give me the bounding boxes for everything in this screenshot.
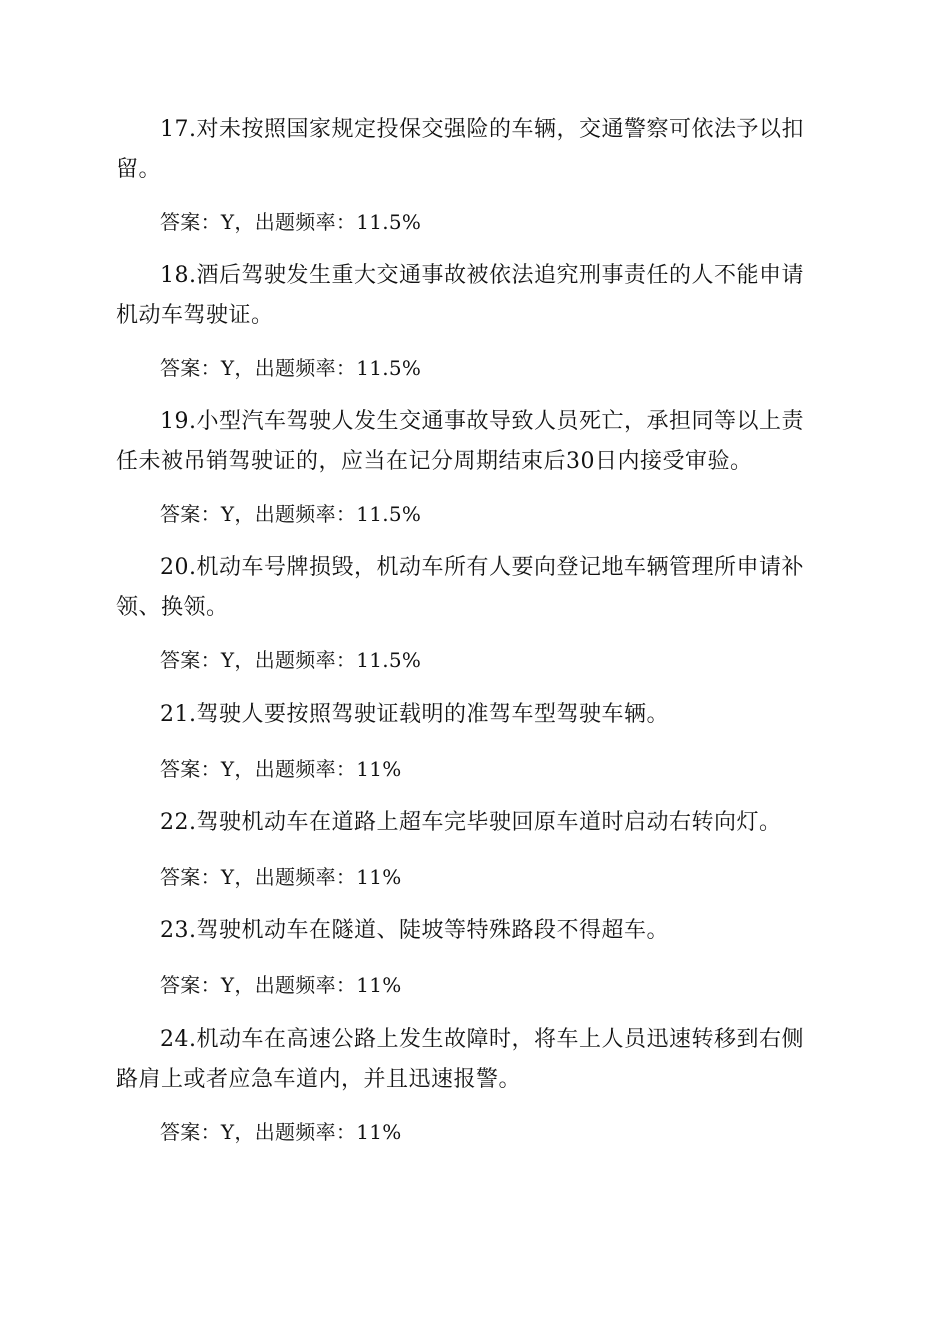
answer-24: 答案：Y，出题频率：11% [160, 1120, 402, 1144]
answer-22: 答案：Y，出题频率：11% [160, 865, 402, 889]
question-19: 19.小型汽车驾驶人发生交通事故导致人员死亡，承担同等以上责任未被吊销驾驶证的，应当在记分周期结束后30日内接受审验。 [116, 409, 804, 474]
answer-23: 答案：Y，出题频率：11% [160, 973, 402, 997]
answer-17: 答案：Y，出题频率：11.5% [160, 210, 422, 234]
answer-19: 答案：Y，出题频率：11.5% [160, 502, 422, 526]
answer-21: 答案：Y，出题频率：11% [160, 757, 402, 781]
answer-18: 答案：Y，出题频率：11.5% [160, 356, 422, 380]
question-20: 20.机动车号牌损毁，机动车所有人要向登记地车辆管理所申请补领、换领。 [116, 555, 804, 620]
question-18: 18.酒后驾驶发生重大交通事故被依法追究刑事责任的人不能申请机动车驾驶证。 [116, 263, 804, 328]
question-21: 21.驾驶人要按照驾驶证载明的准驾车型驾驶车辆。 [160, 702, 669, 727]
question-22: 22.驾驶机动车在道路上超车完毕驶回原车道时启动右转向灯。 [160, 810, 782, 835]
question-23: 23.驾驶机动车在隧道、陡坡等特殊路段不得超车。 [160, 918, 669, 943]
answer-20: 答案：Y，出题频率：11.5% [160, 648, 422, 672]
question-17: 17.对未按照国家规定投保交强险的车辆，交通警察可依法予以扣留。 [116, 117, 804, 182]
question-24: 24.机动车在高速公路上发生故障时，将车上人员迅速转移到右侧路肩上或者应急车道内，并且迅速报警。 [116, 1027, 804, 1092]
